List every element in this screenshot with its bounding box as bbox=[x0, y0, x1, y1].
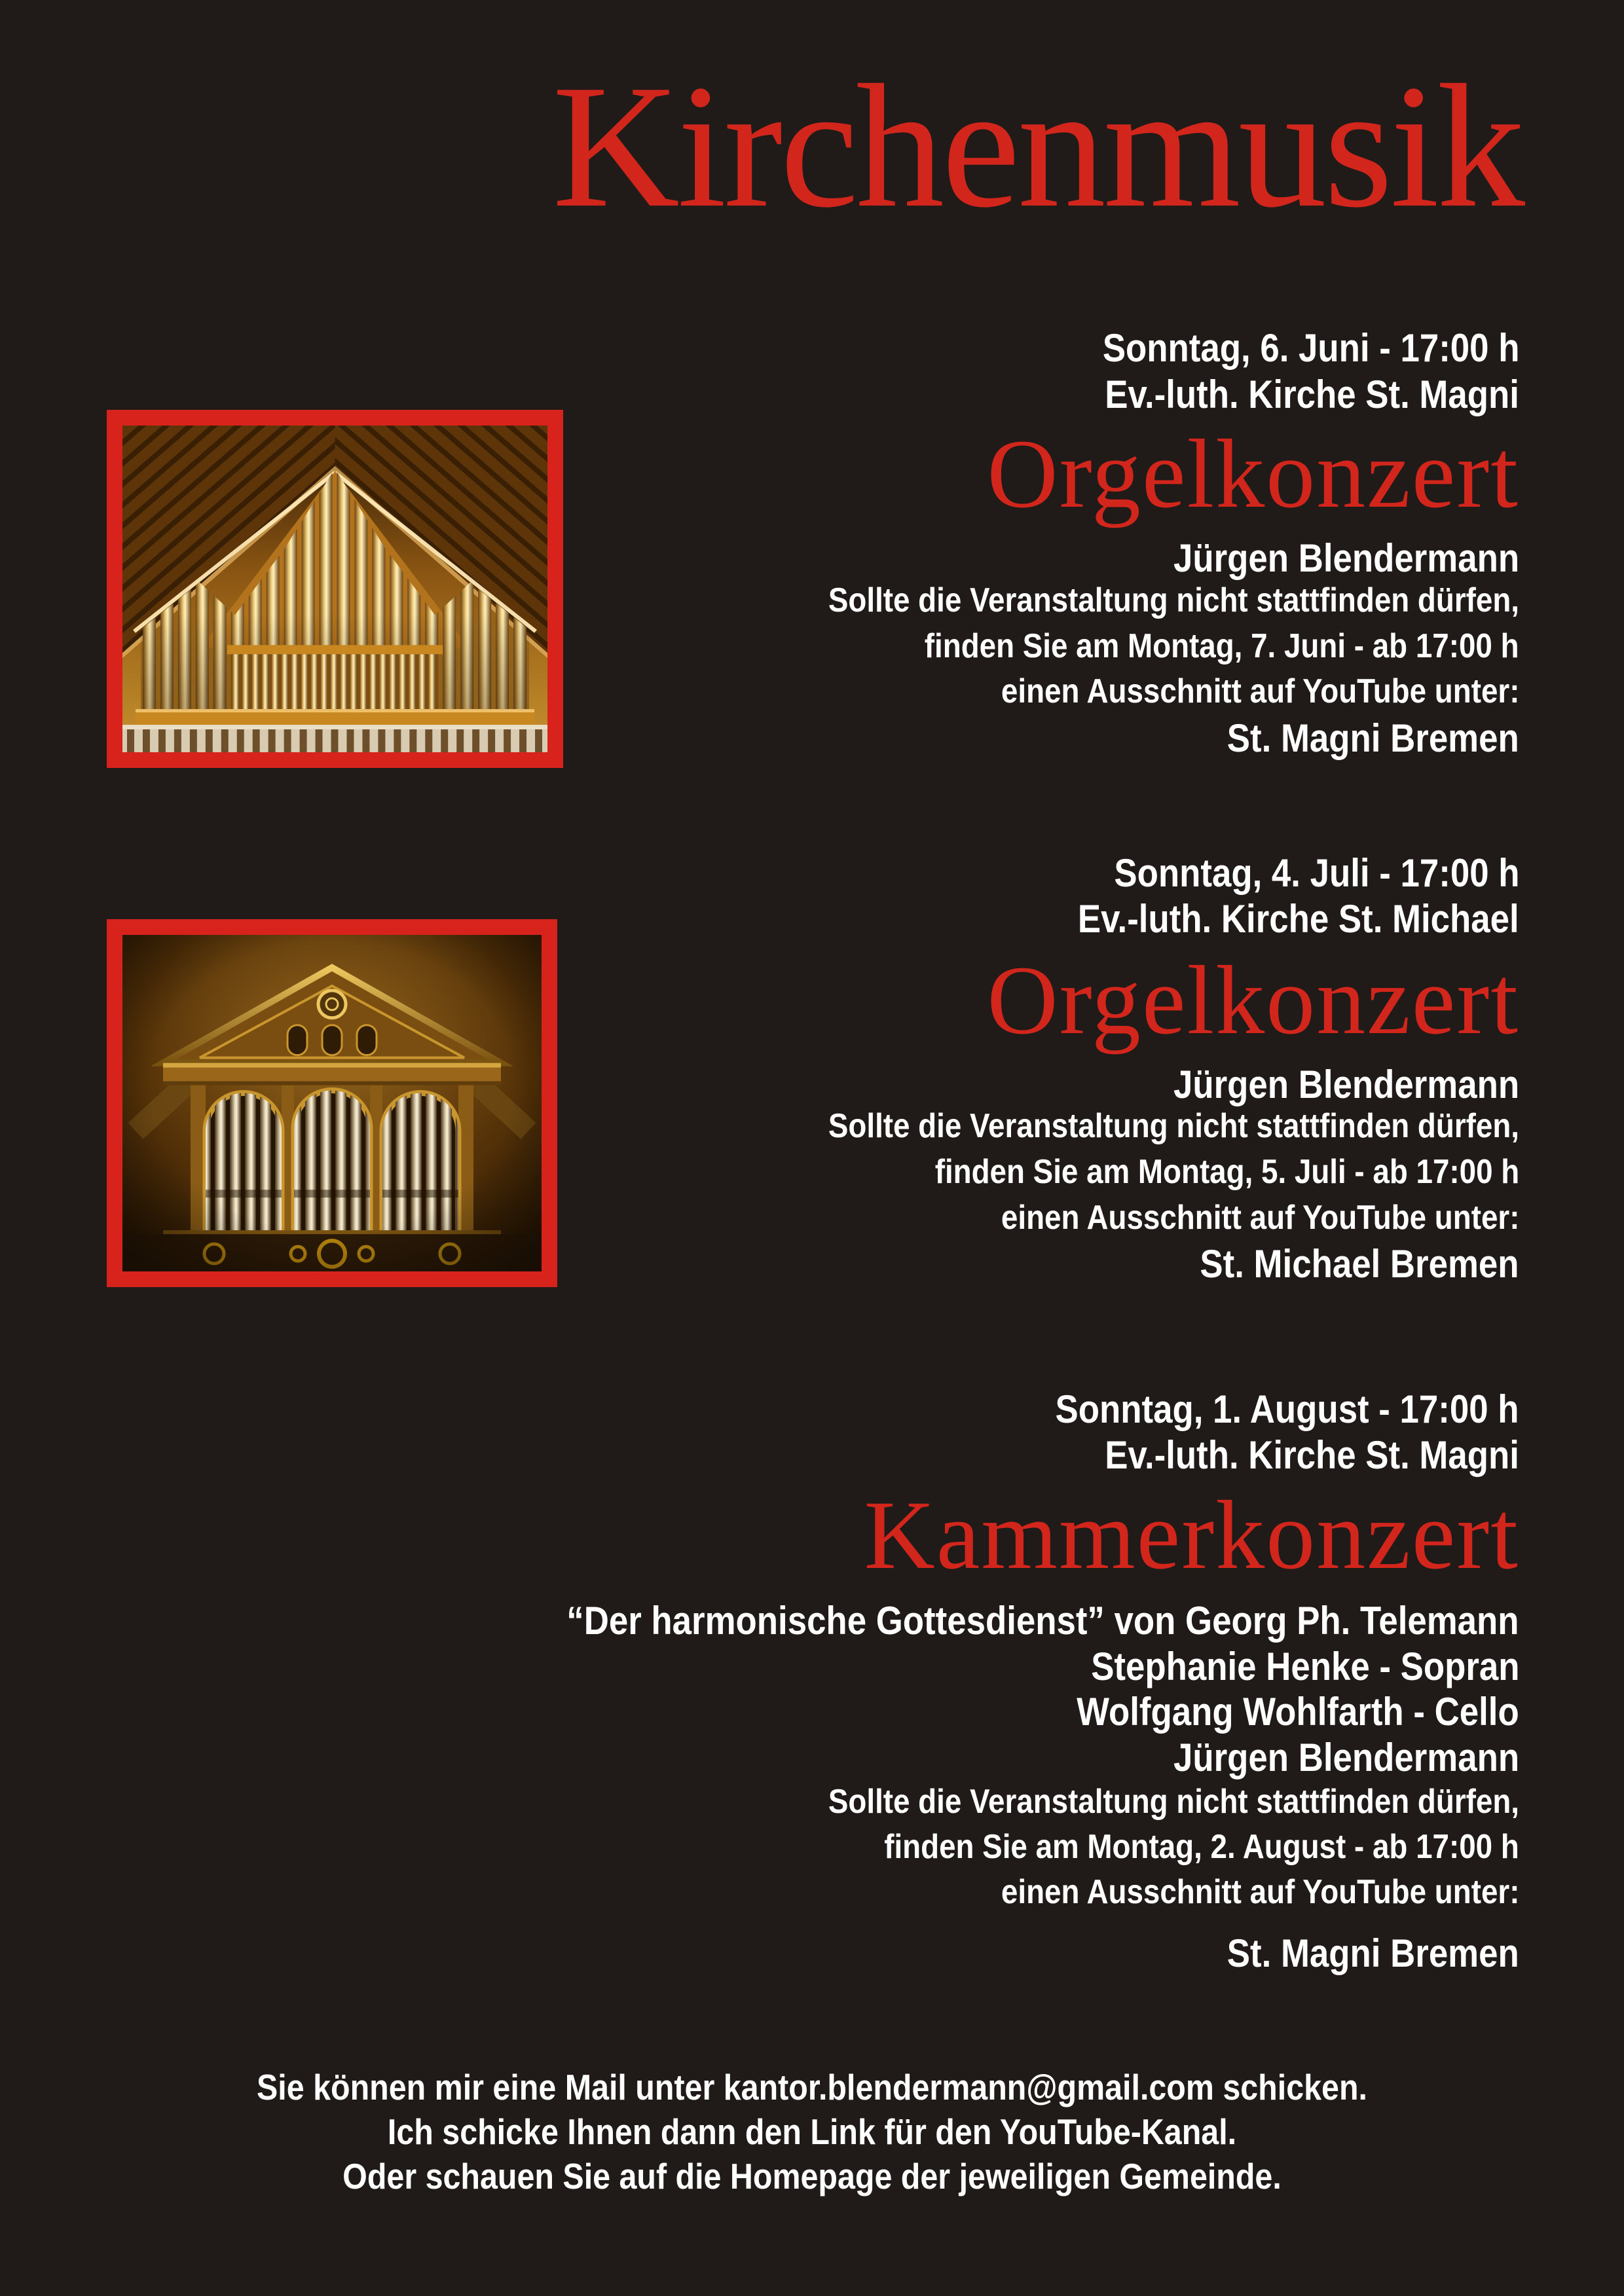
concert-type-heading: Kammerkonzert bbox=[864, 1481, 1519, 1590]
concert-type-heading: Orgelkonzert bbox=[987, 946, 1519, 1055]
youtube-channel-name: St. Magni Bremen bbox=[1227, 716, 1519, 760]
performer: Jürgen Blendermann bbox=[1173, 1063, 1519, 1106]
cancellation-note: einen Ausschnitt auf YouTube unter: bbox=[1001, 672, 1519, 710]
cancellation-note: Sollte die Veranstaltung nicht stattfinden dürfen, bbox=[828, 1783, 1519, 1821]
cancellation-note: Sollte die Veranstaltung nicht stattfinden dürfen, bbox=[828, 581, 1519, 619]
organ-photo-st-michael bbox=[107, 919, 557, 1287]
poster-title: Kirchenmusik bbox=[552, 48, 1522, 244]
event-date: Sonntag, 4. Juli - 17:00 h bbox=[1113, 851, 1519, 895]
cancellation-note: einen Ausschnitt auf YouTube unter: bbox=[1001, 1199, 1519, 1237]
youtube-channel-name: St. Michael Bremen bbox=[1200, 1242, 1519, 1286]
cancellation-note: finden Sie am Montag, 2. August - ab 17:00 h bbox=[884, 1828, 1519, 1866]
footer-link-note: Ich schicke Ihnen dann den Link für den YouTube-Kanal. bbox=[387, 2111, 1237, 2152]
performer: Jürgen Blendermann bbox=[1173, 536, 1519, 580]
organ-photo-modern-drawing bbox=[122, 426, 547, 752]
cancellation-note: finden Sie am Montag, 7. Juni - ab 17:00 h bbox=[925, 627, 1519, 665]
youtube-channel-name: St. Magni Bremen bbox=[1227, 1931, 1519, 1975]
footer-homepage-note: Oder schauen Sie auf die Homepage der jeweiligen Gemeinde. bbox=[342, 2156, 1282, 2196]
event-venue: Ev.-luth. Kirche St. Michael bbox=[1078, 897, 1519, 941]
cancellation-note: Sollte die Veranstaltung nicht stattfinden dürfen, bbox=[828, 1107, 1519, 1145]
event-date: Sonntag, 6. Juni - 17:00 h bbox=[1102, 326, 1519, 370]
cancellation-note: finden Sie am Montag, 5. Juli - ab 17:00 h bbox=[934, 1153, 1519, 1191]
program-title: “Der harmonische Gottesdienst” von Georg Ph. Telemann bbox=[566, 1599, 1519, 1643]
performer: Stephanie Henke - Sopran bbox=[1090, 1645, 1519, 1688]
organ-photo-historic-drawing bbox=[122, 935, 542, 1271]
event-venue: Ev.-luth. Kirche St. Magni bbox=[1105, 1433, 1519, 1477]
performer: Jürgen Blendermann bbox=[1173, 1736, 1519, 1779]
concert-type-heading: Orgelkonzert bbox=[987, 420, 1519, 528]
cancellation-note: einen Ausschnitt auf YouTube unter: bbox=[1001, 1873, 1519, 1911]
event-venue: Ev.-luth. Kirche St. Magni bbox=[1105, 373, 1519, 416]
event-date: Sonntag, 1. August - 17:00 h bbox=[1056, 1387, 1519, 1431]
footer-contact-note: Sie können mir eine Mail unter kantor.blendermann@gmail.com schicken. bbox=[257, 2067, 1367, 2107]
performer: Wolfgang Wohlfarth - Cello bbox=[1077, 1690, 1519, 1734]
organ-photo-st-magni bbox=[107, 410, 563, 768]
